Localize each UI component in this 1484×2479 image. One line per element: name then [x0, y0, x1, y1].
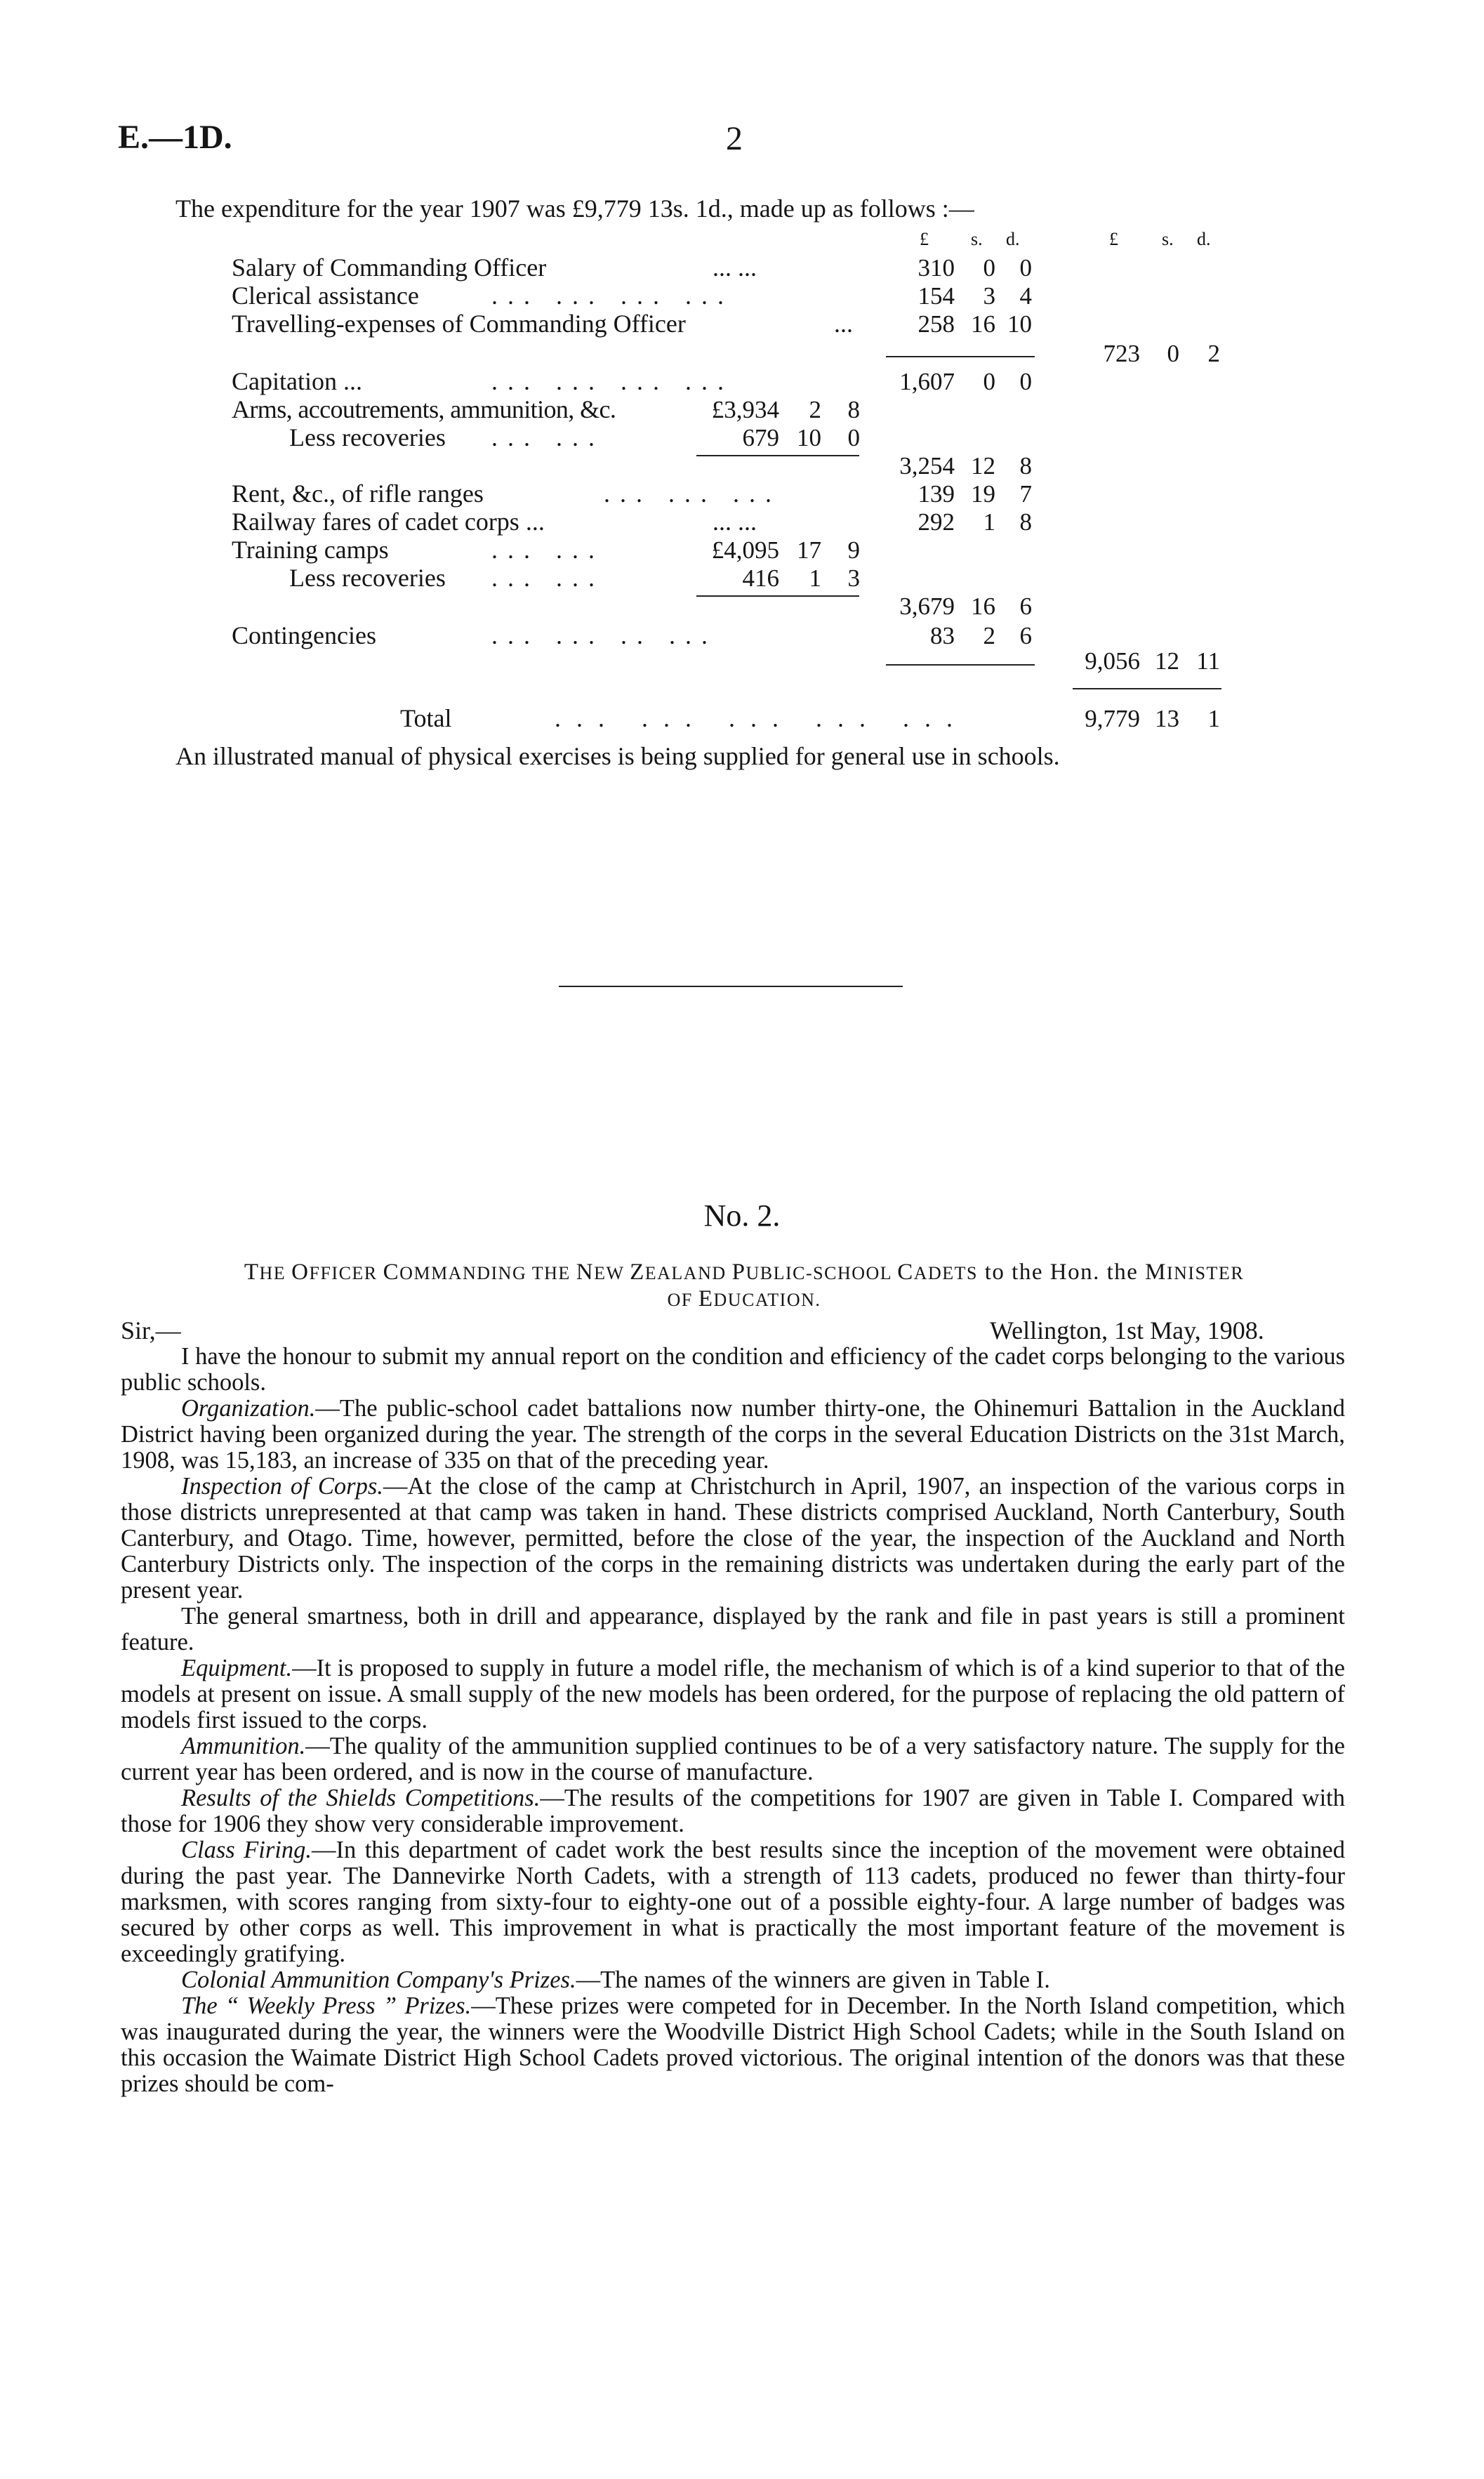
- paragraph-lead: Inspection of Corps.: [181, 1473, 383, 1500]
- row-camps-less-pence: 3: [847, 564, 860, 592]
- section-divider: [559, 986, 903, 987]
- row-capitation-pounds: 1,607: [899, 368, 955, 395]
- row-capitation-pence: 0: [1019, 368, 1032, 395]
- row-contingencies-label: Contingencies: [232, 621, 376, 649]
- total-rule: [1073, 688, 1221, 689]
- row-camps-pence: 9: [847, 536, 860, 564]
- letter-paragraph: [121, 1344, 1345, 1396]
- row-ranges-pence: 7: [1019, 480, 1032, 508]
- total-shillings: 13: [1155, 705, 1179, 732]
- heading-cap-5: P: [731, 1260, 746, 1285]
- heading-cap-2: C: [383, 1260, 400, 1285]
- row-salary-pounds: 310: [917, 254, 955, 282]
- paragraph-text: I have the honour to submit my annual report on the condition and efficiency of the cadet corps belonging to the various public schools.: [121, 1343, 1345, 1396]
- letter-paragraph: [121, 1396, 1345, 1474]
- row-salary-dots: ... ...: [713, 253, 757, 282]
- camps-rule: [696, 595, 859, 597]
- letter-heading: [112, 1260, 1376, 1313]
- heading-small-6: ADETS: [913, 1263, 979, 1283]
- heading-text-7: to the Hon. the: [978, 1260, 1146, 1285]
- total-pence: 1: [1207, 705, 1220, 732]
- row-camps-net-pence: 6: [1019, 593, 1032, 620]
- row-clerical-shillings: 3: [983, 282, 995, 310]
- row-travel-label: Travelling-expenses of Commanding Officer: [232, 310, 686, 338]
- row-camps-dots: ... ...: [491, 536, 604, 564]
- row-arms-net-pounds: 3,254: [899, 452, 955, 480]
- row-railway-pence: 8: [1019, 508, 1032, 536]
- heading-small-2: OMMANDING THE: [399, 1263, 576, 1283]
- row-railway-dots: ... ...: [713, 508, 757, 536]
- letter-paragraph: [121, 1785, 1345, 1837]
- place-date: Wellington, 1st May, 1908.: [990, 1316, 1264, 1344]
- paragraph-text: —It is proposed to supply in future a model rifle, the mechanism of which is of a kind superior to that of the models at present on issue. A small supply of the new models has been ordered, for the purpose of replacing the old pattern of models first issued to the corps.: [121, 1655, 1345, 1733]
- subtotal-1-shillings: 0: [1167, 340, 1179, 367]
- row-total-dots: ... ... ... ... ...: [555, 704, 968, 732]
- letter-paragraph: [121, 1967, 1345, 1993]
- row-travel-pence: 10: [1007, 310, 1032, 338]
- row-travel-shillings: 16: [971, 310, 995, 338]
- heading-small-8: INISTER: [1167, 1263, 1245, 1283]
- row-arms-net-pence: 8: [1019, 452, 1032, 480]
- subtotal-2-shillings: 12: [1155, 647, 1179, 675]
- subtotal-rule-2: [886, 664, 1035, 666]
- letter-body: [121, 1344, 1345, 2097]
- row-arms-less-shillings: 10: [797, 424, 821, 451]
- row-camps-less-label: Less recoveries: [289, 564, 446, 592]
- row-travel-pounds: 258: [917, 310, 955, 338]
- paragraph-text: —At the close of the camp at Christchurch in April, 1907, an inspection of the various corps in those districts unrepresented at that camp was taken in hand. These districts comprised Auckland, North Canterbury, South Canterbury, and Otago. Time, however, permitted, before the close of the year, the inspection of the Auckland and North Canterbury Districts only. The inspection of the corps in the remaining districts was undertaken during the early part of the present year.: [121, 1473, 1345, 1604]
- row-arms-label: Arms, accoutrements, ammunition, &c.: [232, 395, 616, 423]
- row-salary-pence: 0: [1019, 254, 1032, 282]
- row-contingencies-shillings: 2: [983, 622, 995, 649]
- subtotal-rule-1: [886, 356, 1035, 357]
- row-contingencies-pence: 6: [1019, 622, 1032, 649]
- row-camps-net-shillings: 16: [971, 593, 995, 620]
- heading_line2-small-0: OF: [667, 1290, 698, 1310]
- heading-cap-0: T: [244, 1260, 260, 1285]
- paragraph-lead: Colonial Ammunition Company's Prizes.: [181, 1966, 576, 1993]
- row-arms-shillings: 2: [809, 396, 821, 423]
- subtotal-2-pence: 11: [1196, 647, 1220, 675]
- row-arms-pounds: £3,934: [711, 396, 779, 423]
- expenditure-intro: The expenditure for the year 1907 was £9,779 13s. 1d., made up as follows :—: [175, 194, 974, 223]
- paragraph-text: —The results of the competitions for 1907 are given in Table I. Compared with those for 1906 they show very considerable improvement.: [121, 1785, 1346, 1837]
- heading-small-1: FFICER: [309, 1263, 383, 1283]
- row-ranges-shillings: 19: [971, 480, 995, 508]
- manual-note: An illustrated manual of physical exercises is being supplied for general use in schools.: [175, 742, 1060, 770]
- heading-cap-4: Z: [630, 1260, 645, 1285]
- col-unit-pounds-2: £: [1109, 229, 1118, 249]
- paragraph-text: —The names of the winners are given in Table I.: [576, 1966, 1050, 1993]
- heading-cap-8: M: [1145, 1260, 1167, 1285]
- row-arms-net-shillings: 12: [971, 452, 995, 480]
- row-total-label: Total: [400, 704, 452, 732]
- row-arms-less-pounds: 679: [742, 424, 779, 451]
- row-capitation-shillings: 0: [983, 368, 995, 395]
- row-clerical-dots: ... ... ... ...: [491, 282, 734, 310]
- row-camps-less-dots: ... ...: [491, 564, 604, 592]
- letter-paragraph: [121, 1733, 1345, 1785]
- heading-small-0: HE: [259, 1263, 292, 1283]
- col-unit-pence-2: d.: [1197, 229, 1211, 249]
- col-unit-pence-1: d.: [1006, 229, 1020, 249]
- row-camps-pounds: £4,095: [711, 536, 779, 564]
- letter-heading-line-2: [112, 1286, 1376, 1313]
- paragraph-text: —The public-school cadet battalions now number thirty-one, the Ohinemuri Battalion in the Auckland District having been organized during the year. The strength of the corps in the several Education Districts on the 31st March, 1908, was 15,183, an increase of 335 on that of the preceding year.: [121, 1395, 1345, 1474]
- row-travel-dots: ...: [834, 310, 853, 338]
- letter-paragraph: [121, 1837, 1345, 1967]
- col-unit-shillings-1: s.: [971, 229, 983, 249]
- heading-small-5: UBLIC-SCHOOL: [746, 1263, 898, 1283]
- paragraph-text: The general smartness, both in drill and appearance, displayed by the rank and file in past years is still a prominent feature.: [121, 1603, 1345, 1655]
- subtotal-1-pence: 2: [1207, 340, 1220, 367]
- row-camps-shillings: 17: [797, 536, 821, 564]
- subtotal-2-pounds: 9,056: [1085, 647, 1140, 675]
- row-ranges-dots: ... ... ...: [604, 480, 781, 508]
- letter-paragraph: [121, 1474, 1345, 1604]
- col-unit-pounds-1: £: [920, 229, 929, 249]
- paragraph-text: —These prizes were competed for in December. In the North Island competition, which was inaugurated during the year, the winners were the Woodville District High School Cadets; while in the South Island on this occasion the Waimate District High School Cadets proved victorious. The original intention of the donors was that these prizes should be com-: [121, 1992, 1346, 2097]
- paragraph-lead: Equipment.: [181, 1655, 293, 1681]
- page-number: 2: [726, 120, 743, 157]
- row-camps-less-pounds: 416: [742, 564, 779, 592]
- row-camps-net-pounds: 3,679: [899, 593, 955, 620]
- row-clerical-pence: 4: [1019, 282, 1032, 310]
- paragraph-lead: Results of the Shields Competitions.: [181, 1785, 541, 1811]
- letter-paragraph: [121, 1993, 1345, 2097]
- heading_line2-small-1: DUCATION.: [713, 1290, 821, 1310]
- heading-small-4: EALAND: [644, 1263, 732, 1283]
- row-arms-less-dots: ... ...: [491, 423, 604, 451]
- row-railway-label: Railway fares of cadet corps ...: [232, 508, 545, 536]
- heading-cap-3: N: [576, 1260, 595, 1285]
- paragraph-lead: Organization.: [181, 1395, 316, 1422]
- row-camps-label: Training camps: [232, 536, 389, 564]
- letter-heading-line-1: [112, 1260, 1376, 1286]
- row-contingencies-pounds: 83: [930, 622, 955, 649]
- letter-number: No. 2.: [703, 1198, 781, 1233]
- row-arms-pence: 8: [847, 396, 860, 423]
- row-clerical-label: Clerical assistance: [232, 282, 419, 310]
- arms-rule: [696, 455, 859, 456]
- report-code: E.—1D.: [118, 119, 232, 156]
- subtotal-1-pounds: 723: [1103, 340, 1140, 367]
- row-ranges-label: Rent, &c., of rifle ranges: [232, 480, 484, 508]
- row-railway-shillings: 1: [983, 508, 995, 536]
- row-arms-less-label: Less recoveries: [289, 423, 446, 451]
- row-clerical-pounds: 154: [917, 282, 955, 310]
- paragraph-text: —In this department of cadet work the best results since the inception of the movement were obtained during the past year. The Dannevirke North Cadets, with a strength of 113 cadets, produced no fewer than thirty-four marksmen, with scores ranging from sixty-four to eighty-one out of a possible eighty-four. A large number of badges was secured by other corps as well. This improvement in what is practically the most important feature of the movement is exceedingly gratifying.: [121, 1837, 1345, 1967]
- letter-paragraph: [121, 1655, 1345, 1733]
- total-pounds: 9,779: [1085, 705, 1140, 732]
- row-contingencies-dots: ... ... .. ...: [491, 621, 717, 649]
- row-camps-less-shillings: 1: [809, 564, 821, 592]
- paragraph-lead: Ammunition.: [181, 1733, 306, 1759]
- row-arms-less-pence: 0: [847, 424, 860, 451]
- heading_line2-cap-1: E: [698, 1286, 714, 1311]
- paragraph-lead: The “ Weekly Press ” Prizes.: [181, 1992, 472, 2019]
- row-railway-pounds: 292: [917, 508, 955, 536]
- paragraph-text: —The quality of the ammunition supplied continues to be of a very satisfactory nature. The supply for the current year has been ordered, and is now in the course of manufacture.: [121, 1733, 1345, 1785]
- paragraph-lead: Class Firing.: [181, 1837, 312, 1863]
- row-capitation-label: Capitation ...: [232, 367, 362, 395]
- salutation: Sir,—: [121, 1316, 181, 1344]
- row-salary-shillings: 0: [983, 254, 995, 282]
- heading-small-3: EW: [594, 1263, 630, 1283]
- row-capitation-dots: ... ... ... ...: [491, 367, 734, 395]
- heading-cap-6: C: [897, 1260, 914, 1285]
- col-unit-shillings-2: s.: [1162, 229, 1174, 249]
- row-ranges-pounds: 139: [917, 480, 955, 508]
- row-salary-label: Salary of Commanding Officer: [232, 253, 547, 282]
- heading-cap-1: O: [291, 1260, 310, 1285]
- letter-paragraph: [121, 1604, 1345, 1655]
